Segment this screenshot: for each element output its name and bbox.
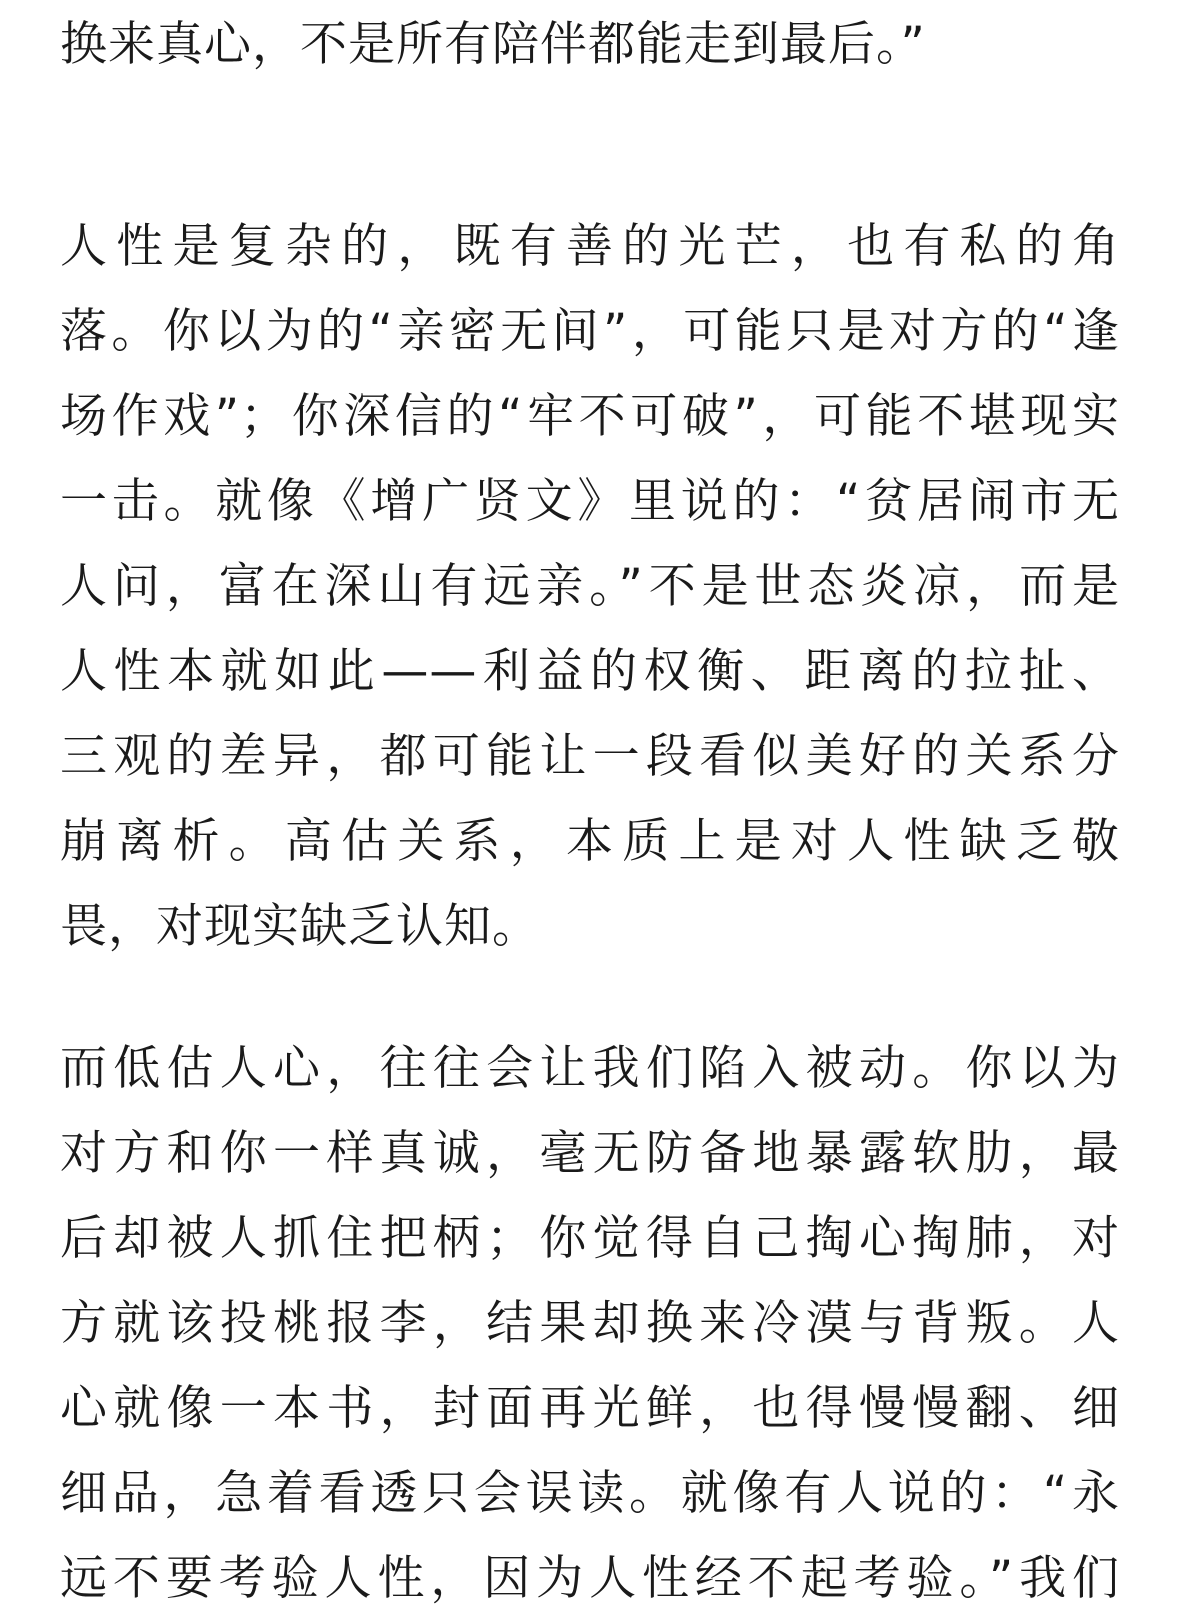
paragraph-3-line-6: 细品，急着看透只会误读。就像有人说的：“永 [60,1466,1120,1521]
paragraph-2-line-5: 人问，富在深山有远亲。”不是世态炎凉，而是 [60,559,1120,614]
paragraph-3-line-1: 而低估人心，往往会让我们陷入被动。你以为 [60,1041,1120,1096]
paragraph-3-line-3: 后却被人抓住把柄；你觉得自己掏心掏肺，对 [60,1211,1120,1266]
paragraph-3-line-5: 心就像一本书，封面再光鲜，也得慢慢翻、细 [60,1381,1120,1436]
paragraph-3-line-2: 对方和你一样真诚，毫无防备地暴露软肋，最 [60,1126,1120,1181]
paragraph-2-line-4: 一击。就像《增广贤文》里说的：“贫居闹市无 [60,474,1120,529]
paragraph-2-line-6: 人性本就如此——利益的权衡、距离的拉扯、 [60,644,1120,699]
paragraph-1-line-1: 换来真心，不是所有陪伴都能走到最后。” [60,17,926,72]
paragraph-2-line-9: 畏，对现实缺乏认知。 [60,899,540,954]
paragraph-2-line-7: 三观的差异，都可能让一段看似美好的关系分 [60,729,1120,784]
paragraph-2-line-2: 落。你以为的“亲密无间”，可能只是对方的“逢 [60,304,1120,359]
paragraph-2-line-8: 崩离析。高估关系，本质上是对人性缺乏敬 [60,814,1120,869]
paragraph-2-line-1: 人性是复杂的，既有善的光芒，也有私的角 [60,219,1120,274]
paragraph-2-line-3: 场作戏”；你深信的“牢不可破”，可能不堪现实 [60,389,1120,444]
paragraph-3-line-4: 方就该投桃报李，结果却换来冷漠与背叛。人 [60,1296,1120,1351]
paragraph-3-line-7: 远不要考验人性，因为人性经不起考验。”我们 [60,1551,1120,1606]
